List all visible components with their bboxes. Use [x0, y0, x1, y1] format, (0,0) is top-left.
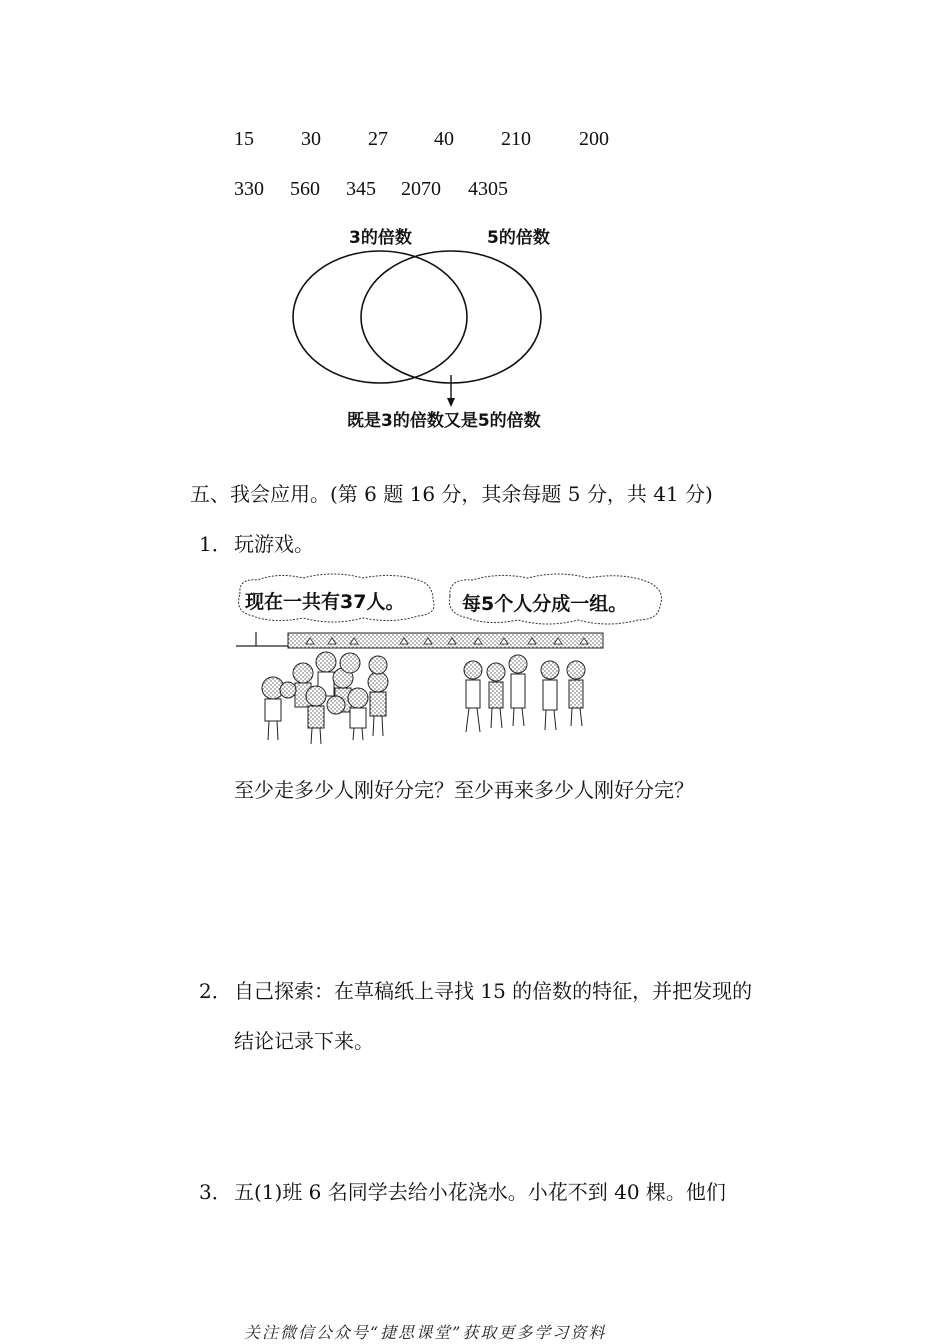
children-group-right: [464, 655, 585, 732]
number-item: 30: [301, 128, 321, 150]
question-line: 五(1)班 6 名同学去给小花浇水。小花不到 40 棵。他们: [234, 1180, 726, 1204]
question-number: 3．: [199, 1180, 232, 1204]
number-item: 210: [501, 128, 531, 150]
question-prompt: 至少走多少人刚好分完？至少再来多少人刚好分完？: [234, 778, 694, 802]
number-item: 200: [579, 128, 609, 150]
question-line: 结论记录下来。: [234, 1029, 374, 1053]
question-number: 1．: [199, 532, 232, 556]
question-title: 玩游戏。: [234, 532, 314, 556]
venn-left-ellipse: [293, 251, 467, 383]
question-number: 2．: [199, 979, 232, 1003]
number-item: 40: [434, 128, 454, 150]
bubble-left-text: 现在一共有37人。: [245, 591, 405, 613]
section-title: 五、我会应用。(第 6 题 16 分，其余每题 5 分，共 41 分): [190, 482, 713, 506]
venn-intersection-label: 既是3的倍数又是5的倍数: [347, 411, 541, 431]
fence-bar: [288, 633, 603, 648]
venn-right-ellipse: [361, 251, 541, 383]
venn-circles: [285, 250, 620, 410]
number-item: 27: [368, 128, 388, 150]
bubble-right-text: 每5个人分成一组。: [462, 593, 628, 615]
number-item: 560: [290, 178, 320, 200]
number-item: 15: [234, 128, 254, 150]
footer-note: 关注微信公众号“捷思课堂”获取更多学习资料: [244, 1323, 607, 1342]
number-item: 2070: [401, 178, 441, 200]
number-item: 4305: [468, 178, 508, 200]
question-line: 自己探索：在草稿纸上寻找 15 的倍数的特征，并把发现的: [234, 979, 753, 1003]
number-item: 330: [234, 178, 264, 200]
venn-left-label: 3的倍数: [349, 228, 412, 248]
children-group-left: [262, 652, 388, 744]
venn-right-label: 5的倍数: [487, 228, 550, 248]
number-item: 345: [346, 178, 376, 200]
